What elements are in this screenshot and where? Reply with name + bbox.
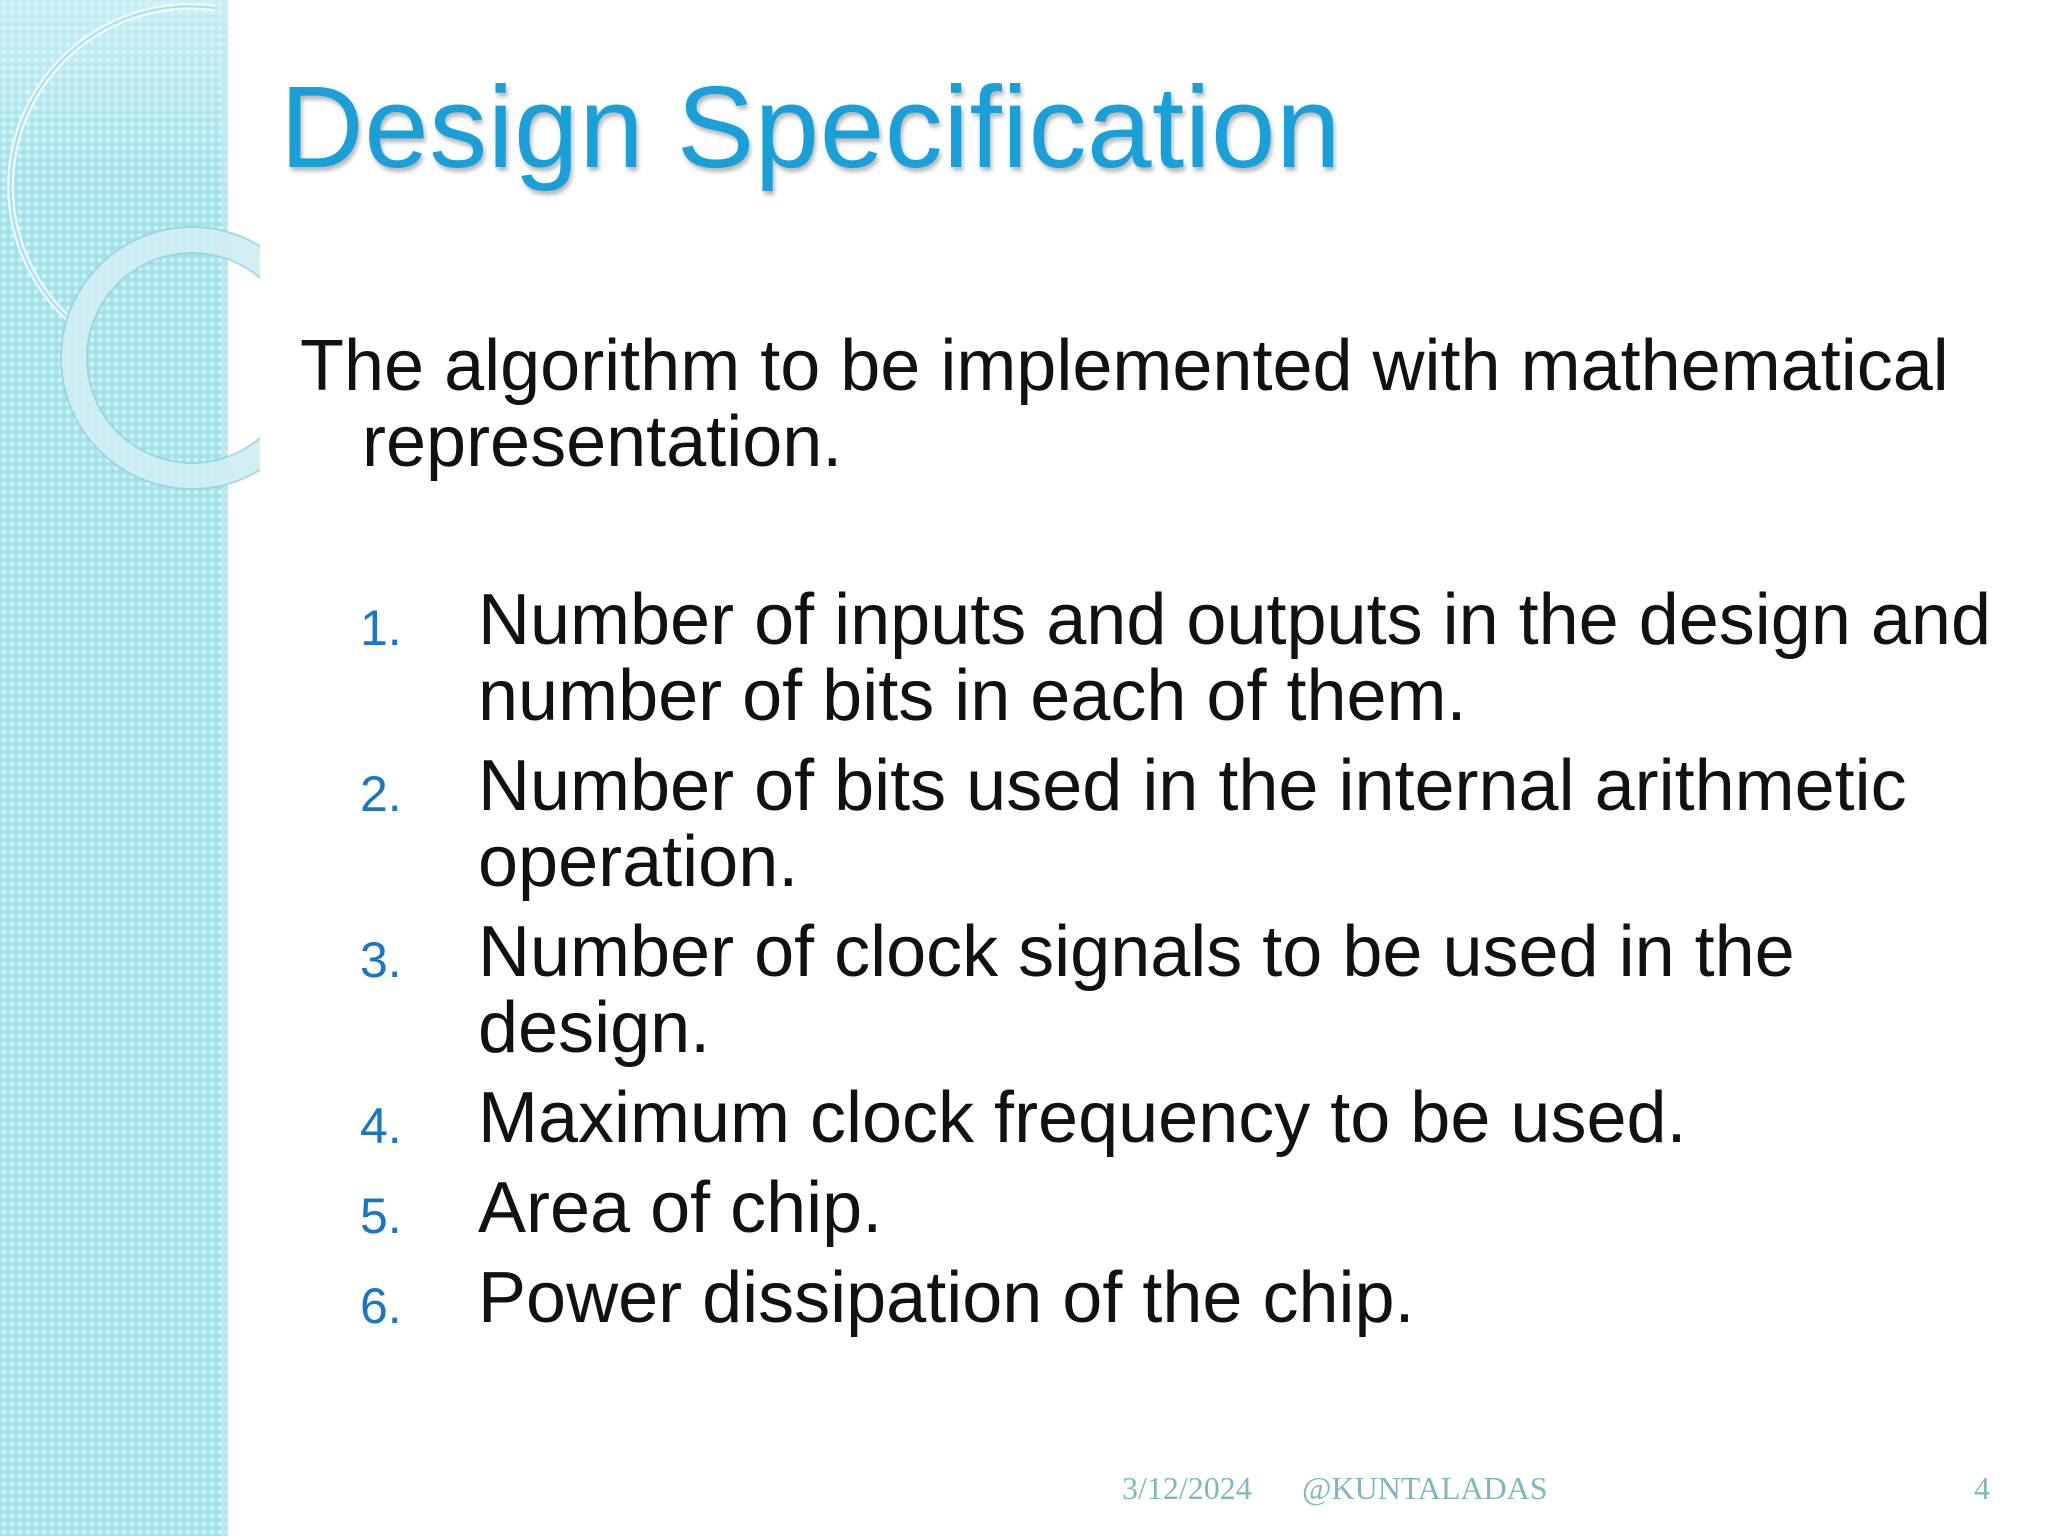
decorative-rings bbox=[0, 0, 260, 520]
list-item bbox=[360, 748, 2020, 900]
slide-title: Design Specification bbox=[280, 62, 1342, 192]
footer-date: 3/12/2024 bbox=[1122, 1470, 1252, 1506]
list-item-number: 6. bbox=[360, 1278, 402, 1334]
list-item-number: 2. bbox=[360, 766, 402, 822]
list-item-text: Number of inputs and outputs in the design and number of bits in each of them. bbox=[478, 580, 1992, 736]
decorative-ring bbox=[74, 240, 260, 476]
list-item bbox=[360, 582, 2020, 734]
list-item-number: 3. bbox=[360, 932, 402, 988]
list-item bbox=[360, 1260, 2020, 1336]
list-item-text: Power dissipation of the chip. bbox=[478, 1258, 1415, 1338]
list-item bbox=[360, 1080, 2020, 1156]
list-item-number: 5. bbox=[360, 1188, 402, 1244]
list-item-text: Maximum clock frequency to be used. bbox=[478, 1078, 1687, 1158]
list-item-number: 1. bbox=[360, 600, 402, 656]
decorative-ring-outer-edge bbox=[61, 227, 260, 489]
requirements-list bbox=[360, 582, 2020, 1350]
list-item-text: Number of clock signals to be used in the design. bbox=[478, 912, 1795, 1068]
list-item-text: Area of chip. bbox=[478, 1168, 883, 1248]
list-item-number: 4. bbox=[360, 1098, 402, 1154]
footer-page-number: 4 bbox=[1974, 1470, 1990, 1506]
footer-author: @KUNTALADAS bbox=[1302, 1470, 1548, 1506]
list-item-text: Number of bits used in the internal arithmetic operation. bbox=[478, 746, 1907, 902]
list-item bbox=[360, 1170, 2020, 1246]
list-item bbox=[360, 914, 2020, 1066]
intro-paragraph: The algorithm to be implemented with mathematical representation. bbox=[300, 326, 1949, 482]
